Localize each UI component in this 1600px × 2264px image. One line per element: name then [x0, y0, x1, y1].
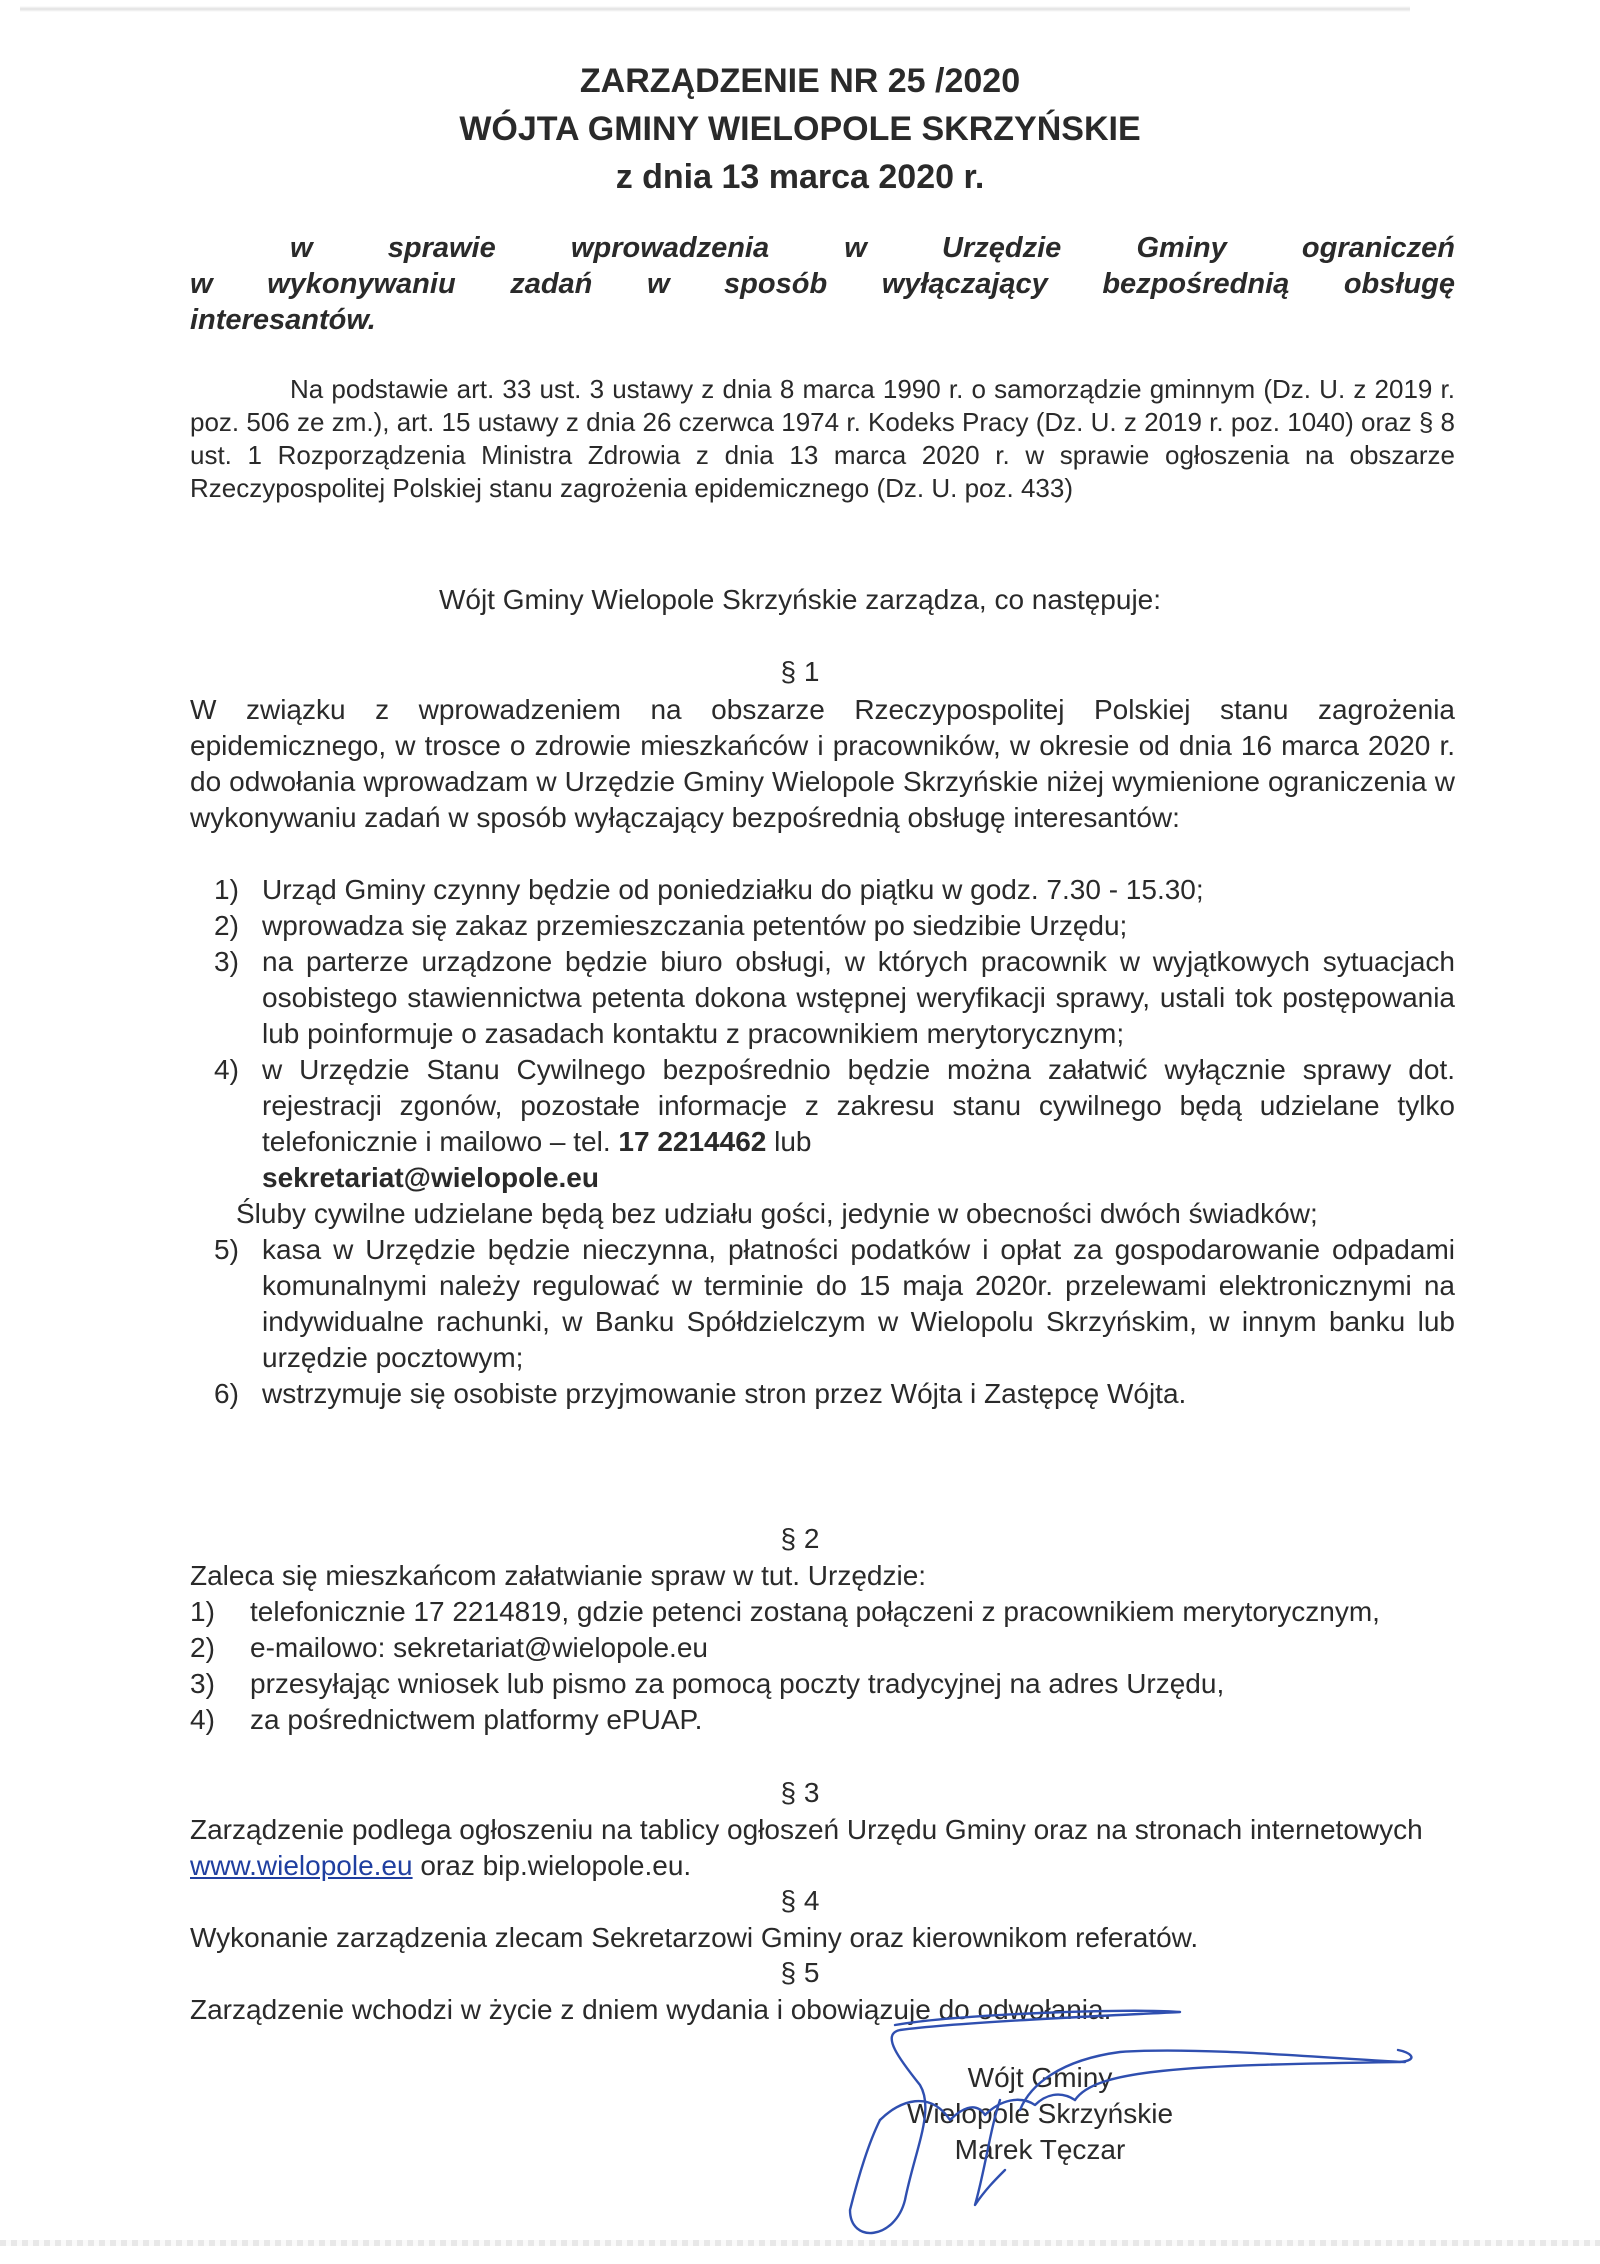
section-1-intro [190, 692, 1455, 836]
subject-line-2: w wykonywaniu zadań w sposób wyłączający bezpośrednią obsługę [190, 268, 1455, 300]
list-item [190, 1666, 1455, 1702]
section-5-mark: § 5 [780, 1957, 820, 1988]
document-header [0, 60, 1600, 198]
section-3-mark: § 3 [780, 1777, 820, 1808]
section-3-text [190, 1812, 1455, 1884]
section-3-text-before: Zarządzenie podlega ogłoszeniu na tablicy ogłoszeń Urzędu Gminy oraz na stronach internetowych [190, 1814, 1423, 1845]
list-item-number: 4) [190, 1704, 215, 1735]
wedding-note: Śluby cywilne udzielane będą bez udziału gości, jedynie w obecności dwóch świadków; [236, 1198, 1318, 1229]
list-item-text: wprowadza się zakaz przemieszczania petentów po siedzibie Urzędu; [262, 910, 1128, 941]
contact-phone: 17 2214462 [618, 1126, 767, 1157]
list-item-text: na parterze urządzone będzie biuro obsługi, w których pracownik w wyjątkowych sytuacjach osobistego stawiennictwa petenta dokona wstępnej weryfikacji sprawy, ustali tok postępowania lub poinformuje o zasadach kontaktu z pracownikiem merytorycznym; [262, 946, 1455, 1049]
document-date: z dnia 13 marca 2020 r. [615, 158, 985, 196]
list-item [190, 1052, 1455, 1196]
section-1-list [190, 872, 1455, 1412]
signatory-name: Marek Tęczar [954, 2134, 1126, 2165]
signature-block [860, 2060, 1220, 2168]
subject-line-3: interesantów. [190, 304, 376, 336]
list-item-text: telefonicznie 17 2214819, gdzie petenci zostaną połączeni z pracownikiem merytorycznym, [250, 1596, 1380, 1627]
section-1-intro-text: W związku z wprowadzeniem na obszarze Rzeczypospolitej Polskiej stanu zagrożenia epidemicznego, w trosce o zdrowie mieszkańców i pracowników, w okresie od dnia 16 marca 2020 r. do odwołania wprowadzam w Urzędzie Gminy Wielopole Skrzyńskie niżej wymienione ograniczenia w wykonywaniu zadań w sposób wyłączający bezpośrednią obsługę interesantów: [190, 694, 1455, 833]
section-3-text-after: oraz bip.wielopole.eu. [420, 1850, 692, 1881]
legal-basis [190, 373, 1455, 505]
decree-intro: Wójt Gminy Wielopole Skrzyńskie zarządza, co następuje: [438, 584, 1162, 615]
list-item [190, 944, 1455, 1052]
list-item-number: 3) [214, 946, 239, 977]
list-item-text: wstrzymuje się osobiste przyjmowanie stron przez Wójta i Zastępcę Wójta. [262, 1378, 1187, 1409]
section-5-text: Zarządzenie wchodzi w życie z dniem wydania i obowiązuje do odwołania. [190, 1994, 1112, 2025]
signatory-municipality: Wielopole Skrzyńskie [906, 2098, 1174, 2129]
list-item-text: e-mailowo: sekretariat@wielopole.eu [250, 1632, 708, 1663]
list-item-text: Urząd Gminy czynny będzie od poniedziałku do piątku w godz. 7.30 - 15.30; [262, 874, 1204, 905]
website-link[interactable]: www.wielopole.eu [190, 1850, 413, 1881]
list-item-text: kasa w Urzędzie będzie nieczynna, płatności podatków i opłat za gospodarowanie odpadami komunalnymi należy regulować w terminie do 15 maja 2020r. przelewami elektronicznymi na indywidualne rachunki, w Banku Spółdzielczym w Wielopolu Skrzyńskim, w innym banku lub urzędzie pocztowym; [262, 1234, 1455, 1373]
section-2-intro [190, 1558, 1455, 1594]
list-item-number: 1) [190, 1596, 215, 1627]
signatory-title: Wójt Gminy [967, 2062, 1113, 2093]
list-item-number: 2) [214, 910, 239, 941]
list-item [190, 1376, 1455, 1412]
list-item [190, 1702, 1455, 1738]
list-item [190, 1232, 1455, 1376]
list-item-number: 3) [190, 1668, 215, 1699]
contact-email: sekretariat@wielopole.eu [262, 1162, 599, 1193]
list-item-number: 5) [214, 1234, 239, 1265]
document-number: ZARZĄDZENIE NR 25 /2020 [579, 62, 1021, 100]
list-item-number: 1) [214, 874, 239, 905]
list-item [190, 1594, 1455, 1630]
list-item-text: w Urzędzie Stanu Cywilnego bezpośrednio będzie można załatwić wyłącznie sprawy dot. rejestracji zgonów, pozostałe informacje z zakresu stanu cywilnego będą udzielane tylko telefonicznie i mailowo – tel. [262, 1054, 1455, 1157]
subject-line-1: w sprawie wprowadzenia w Urzędzie Gminy ograniczeń [290, 232, 1455, 264]
section-4-mark: § 4 [780, 1885, 820, 1916]
issuing-authority: WÓJTA GMINY WIELOPOLE SKRZYŃSKIE [459, 110, 1141, 148]
scan-edge-top [20, 6, 1410, 12]
section-2-list [190, 1594, 1455, 1738]
list-item [190, 908, 1455, 944]
list-item-number: 6) [214, 1378, 239, 1409]
section-2-mark: § 2 [780, 1523, 820, 1554]
section-4-text: Wykonanie zarządzenia zlecam Sekretarzowi Gminy oraz kierownikom referatów. [190, 1922, 1199, 1953]
scan-edge-bottom [0, 2240, 1600, 2246]
list-item-text: przesyłając wniosek lub pismo za pomocą poczty tradycyjnej na adres Urzędu, [250, 1668, 1225, 1699]
list-item-text: za pośrednictwem platformy ePUAP. [250, 1704, 703, 1735]
section-1-mark: § 1 [780, 656, 820, 687]
document-subject [190, 230, 1455, 338]
list-item-number: 4) [214, 1054, 239, 1085]
connector-text: lub [774, 1126, 812, 1157]
list-item [190, 1630, 1455, 1666]
section-2-intro-text: Zaleca się mieszkańcom załatwianie spraw w tut. Urzędzie: [190, 1560, 927, 1591]
list-item [190, 872, 1455, 908]
legal-basis-text: Na podstawie art. 33 ust. 3 ustawy z dnia 8 marca 1990 r. o samorządzie gminnym (Dz. U. z 2019 r. poz. 506 ze zm.), art. 15 ustawy z dnia 26 czerwca 1974 r. Kodeks Pracy (Dz. U. z 2019 r. poz. 1040) oraz § 8 ust. 1 Rozporządzenia Ministra Zdrowia z dnia 13 marca 2020 r. w sprawie ogłoszenia na obszarze Rzeczypospolitej Polskiej stanu zagrożenia epidemicznego (Dz. U. poz. 433) [190, 374, 1455, 503]
list-item-number: 2) [190, 1632, 215, 1663]
